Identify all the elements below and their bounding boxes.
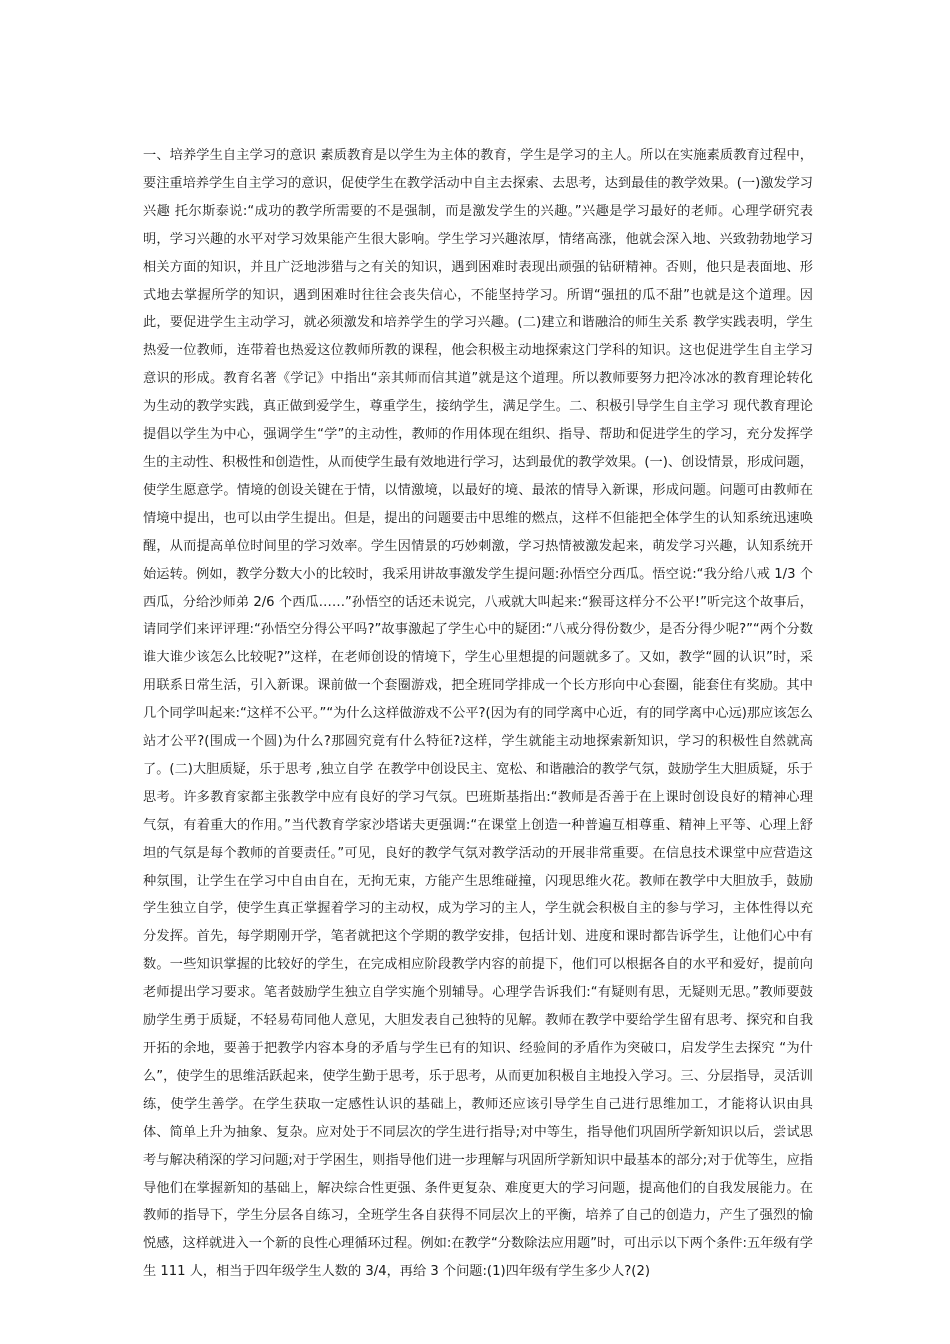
body-paragraph: 一、培养学生自主学习的意识 素质教育是以学生为主体的教育，学生是学习的主人。所以在实施素质教育过程中，要注重培养学生自主学习的意识，促使学生在教学活动中自主去探索、去思考，达到最佳的教学效果。(一)激发学习兴趣 托尔斯泰说:“成功的教学所需要的不是强制，而是激发学生的兴趣。”兴趣是学习最好的老师。心理学研究表明，学习兴趣的水平对学习效果能产生很大影响。学生学习兴趣浓厚，情绪高涨，他就会深入地、兴致勃勃地学习相关方面的知识，并且广泛地涉猎与之有关的知识，遇到困难时表现出顽强的钻研精神。否则，他只是表面地、形式地去掌握所学的知识，遇到困难时往往会丧失信心，不能坚持学习。所谓“强扭的瓜不甜”也就是这个道理。因此，要促进学生主动学习，就必须激发和培养学生的学习兴趣。(二)建立和谐融洽的师生关系 教学实践表明，学生热爱一位教师，连带着也热爱这位教师所教的课程，他会积极主动地探索这门学科的知识。这也促进学生自主学习意识的形成。教育名著《学记》中指出“亲其师而信其道”就是这个道理。所以教师要努力把冷冰冰的教育理论转化为生动的教学实践，真正做到爱学生，尊重学生，接纳学生，满足学生。二、积极引导学生自主学习 现代教育理论提倡以学生为中心，强调学生“学”的主动性，教师的作用体现在组织、指导、帮助和促进学生的学习，充分发挥学生的主动性、积极性和创造性，从而使学生最有效地进行学习，达到最优的教学效果。(一)、创设情景，形成问题，使学生愿意学。情境的创设关键在于情，以情激境，以最好的境、最浓的情导入新课，形成问题。问题可由教师在情境中提出，也可以由学生提出。但是，提出的问题要击中思维的燃点，这样不但能把全体学生的认知系统迅速唤醒，从而提高单位时间里的学习效率。学生因情景的巧妙刺激，学习热情被激发起来，萌发学习兴趣，认知系统开始运转。例如，教学分数大小的比较时，我采用讲故事激发学生提问题:孙悟空分西瓜。悟空说:“我分给八戒 1/3 个西瓜，分给沙师弟 2/6 个西瓜……”孙悟空的话还未说完，八戒就大叫起来:“猴哥这样分不公平!”听完这个故事后，请同学们来评评理:“孙悟空分得公平吗?”故事激起了学生心中的疑团:“八戒分得份数少，是否分得少呢?”“两个分数谁大谁少该怎么比较呢?”这样，在老师创设的情境下，学生心里想提的问题就多了。又如，教学“圆的认识”时，采用联系日常生活，引入新课。课前做一个套圈游戏，把全班同学排成一个长方形向中心套圈，能套住有奖励。其中几个同学叫起来:“这样不公平。”“为什么这样做游戏不公平?(因为有的同学离中心近，有的同学离中心远)那应该怎么站才公平?(围成一个圆)为什么?那圆究竟有什么特征?这样，学生就能主动地探索新知识，学习的积极性自然就高了。(二)大胆质疑，乐于思考 ,独立自学 在教学中创设民主、宽松、和谐融洽的教学气氛，鼓励学生大胆质疑，乐于思考。许多教育家都主张教学中应有良好的学习气氛。巴班斯基指出:“教师是否善于在上课时创设良好的精神心理气氛，有着重大的作用。”当代教育学家沙塔诺夫更强调:“在课堂上创造一种普遍互相尊重、精神上平等、心理上舒坦的气氛是每个教师的首要责任。”可见，良好的教学气氛对教学活动的开展非常重要。在信息技术课堂中应营造这种氛围，让学生在学习中自由自在，无拘无束，方能产生思维碰撞，闪现思维火花。教师在教学中大胆放手，鼓励学生独立自学，使学生真正掌握着学习的主动权，成为学习的主人，学生就会积极自主的参与学习，主体性得以充分发挥。首先，每学期刚开学，笔者就把这个学期的教学安排，包括计划、进度和课时都告诉学生，让他们心中有数。一些知识掌握的比较好的学生，在完成相应阶段教学内容的前提下，他们可以根据各自的水平和爱好，提前向老师提出学习要求。笔者鼓励学生独立自学实施个别辅导。心理学告诉我们:“有疑则有思，无疑则无思。”教师要鼓励学生勇于质疑，不轻易苟同他人意见，大胆发表自己独特的见解。教师在教学中要给学生留有思考、探究和自我开拓的余地，要善于把教学内容本身的矛盾与学生已有的知识、经验间的矛盾作为突破口，启发学生去探究 “为什么”，使学生的思维活跃起来，使学生勤于思考，乐于思考，从而更加积极自主地投入学习。三、分层指导，灵活训练，使学生善学。在学生获取一定感性认识的基础上，教师还应该引导学生自己进行思维加工，才能将认识由具体、简单上升为抽象、复杂。应对处于不同层次的学生进行指导;对中等生，指导他们巩固所学新知识以后，尝试思考与解决稍深的学习问题;对于学困生，则指导他们进一步理解与巩固所学新知识中最基本的部分;对于优等生，应指导他们在掌握新知的基础上，解决综合性更强、条件更复杂、难度更大的学习问题，提高他们的自我发展能力。在教师的指导下，学生分层各自练习，全班学生各自获得不同层次上的平衡，培养了自己的创造力，产生了强烈的愉悦感，这样就进入一个新的良性心理循环过程。例如:在教学“分数除法应用题”时，可出示以下两个条件:五年级有学生 111 人，相当于四年级学生人数的 3/4，再给 3 个问题:(1)四年级有学生多少人?(2): [143, 148, 813, 1280]
